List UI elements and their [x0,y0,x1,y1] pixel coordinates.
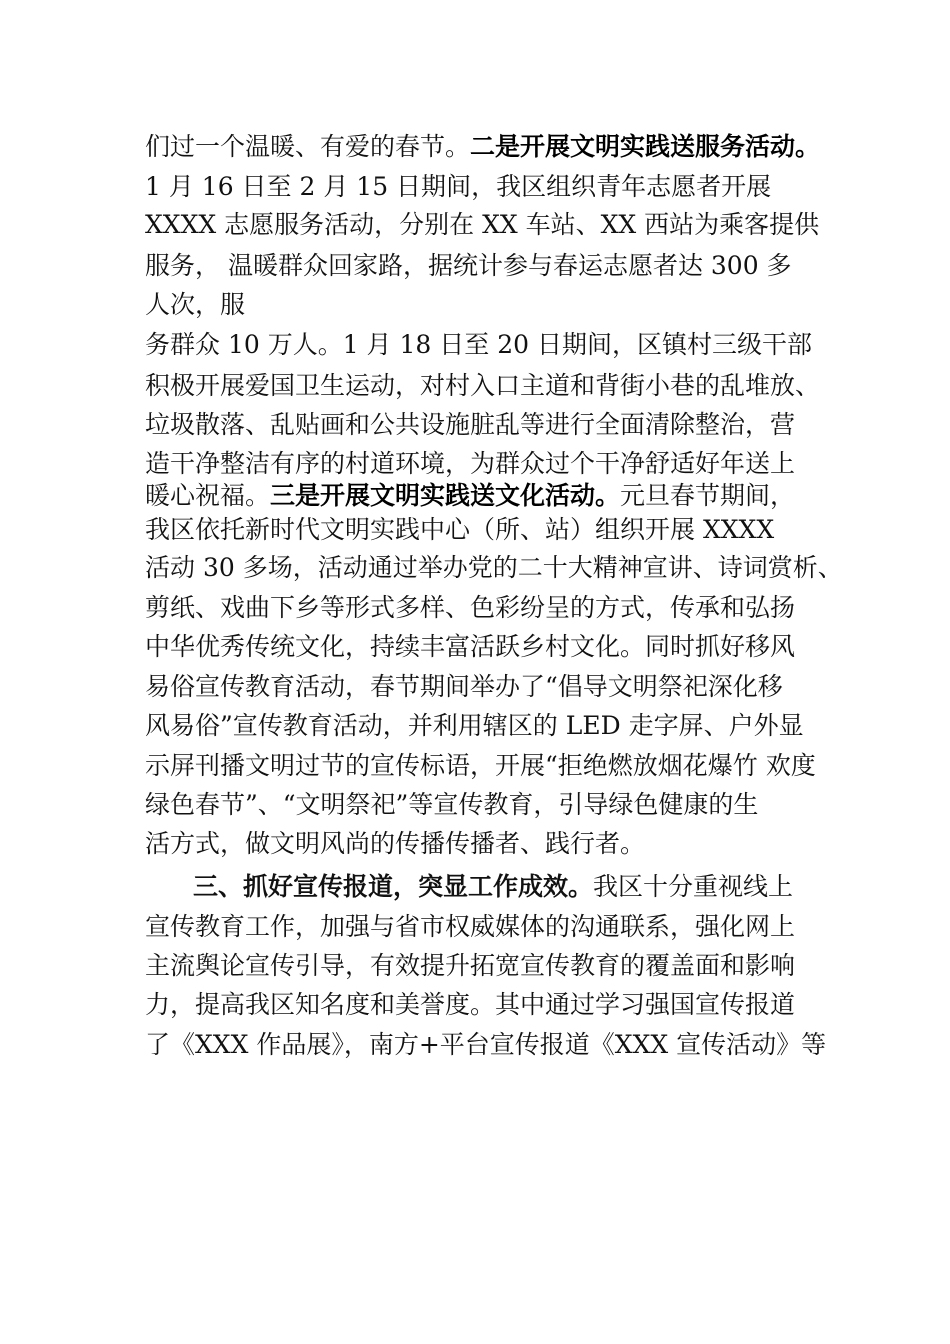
text-run: 暖心祝福。 [145,481,271,510]
text-run: 们过一个温暖、有爱的春节。 [145,132,471,161]
text-line: 易俗宣传教育活动，春节期间举办了“倡导文明祭祀深化移 [145,672,783,701]
text-line: 活动 30 多场，活动通过举办党的二十大精神宣讲、诗词赏析、 [145,553,843,582]
text-line: 务群众 10 万人。1 月 18 日至 20 日期间，区镇村三级干部 [145,330,812,359]
text-line: 风易俗”宣传教育活动，并利用辖区的 LED 走字屏、户外显 [145,711,804,740]
text-line: 中华优秀传统文化，持续丰富活跃乡村文化。同时抓好移风 [145,632,796,661]
text-line: 宣传教育工作，加强与省市权威媒体的沟通联系，强化网上 [145,912,796,941]
text-line: 活方式，做文明风尚的传播传播者、践行者。 [145,829,646,858]
bold-run: 三是开展文明实践送文化活动。 [270,481,621,510]
section-heading-line [193,867,793,907]
text-line [145,127,820,167]
text-line: 力，提高我区知名度和美誉度。其中通过学习强国宣传报道 [145,990,796,1019]
text-line: 剪纸、戏曲下乡等形式多样、色彩纷呈的方式，传承和弘扬 [145,593,796,622]
text-line: 积极开展爱国卫生运动，对村入口主道和背街小巷的乱堆放、 [145,371,821,400]
text-run: 元旦春节期间， [620,481,796,510]
bold-run: 二是开展文明实践送服务活动。 [470,132,821,161]
text-run: 我区十分重视线上 [593,872,794,901]
text-line: XXXX 志愿服务活动，分别在 XX 车站、XX 西站为乘客提供 [145,210,820,239]
text-line: 垃圾散落、乱贴画和公共设施脏乱等进行全面清除整治，营 [145,410,796,439]
text-line: 了《XXX 作品展》，南方+平台宣传报道《XXX 宣传活动》等 [145,1030,827,1059]
text-line: 主流舆论宣传引导，有效提升拓宽宣传教育的覆盖面和影响 [145,951,796,980]
section-heading: 三、抓好宣传报道，突显工作成效。 [193,872,594,901]
text-line: 人次，服 [145,290,246,319]
text-line: 示屏刊播文明过节的宣传标语，开展“拒绝燃放烟花爆竹 欢度 [145,751,816,780]
text-line: 造干净整洁有序的村道环境，为群众过个干净舒适好年送上 [145,449,796,478]
text-line: 1 月 16 日至 2 月 15 日期间，我区组织青年志愿者开展 [145,172,772,201]
text-line: 服务， 温暖群众回家路，据统计参与春运志愿者达 300 多 [145,251,792,280]
text-line: 我区依托新时代文明实践中心（所、站）组织开展 XXXX [145,515,775,544]
text-line: 绿色春节”、“文明祭祀”等宣传教育，引导绿色健康的生 [145,790,759,819]
